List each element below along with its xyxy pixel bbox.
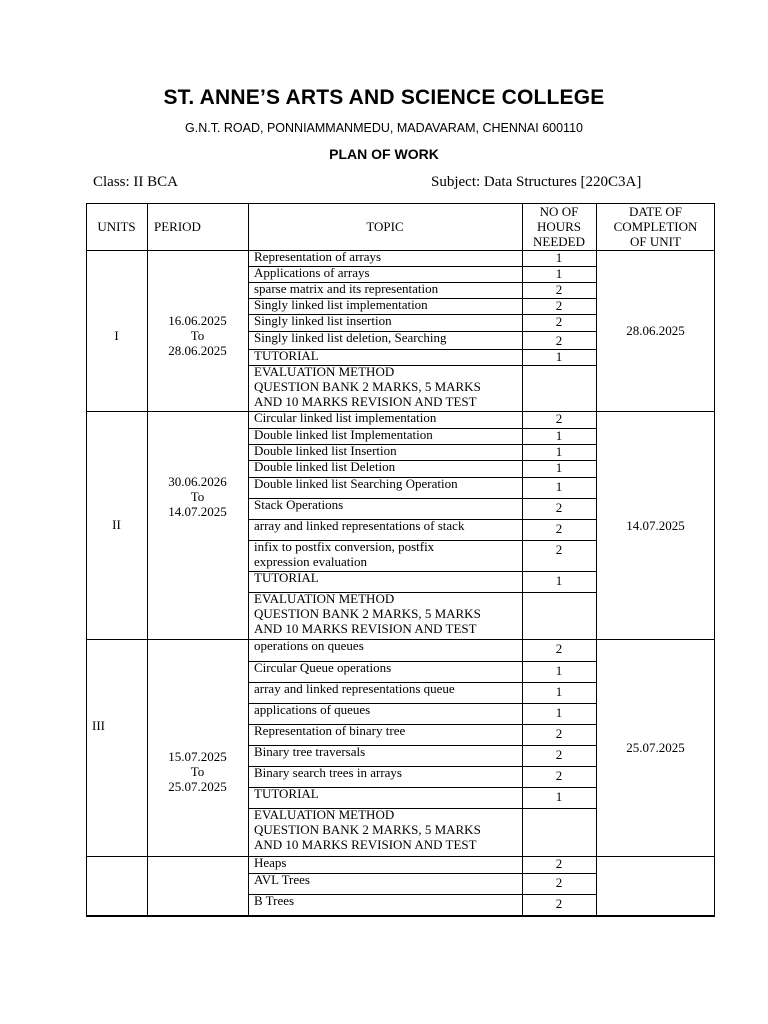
hours-cell: 1 (555, 479, 563, 494)
unit-period-line: 28.06.2025 (168, 343, 227, 358)
topic-cell (248, 744, 522, 765)
topic-cell (248, 497, 522, 518)
hours-cell: 2 (555, 282, 563, 297)
topic-cell-line: AND 10 MARKS REVISION AND TEST (254, 621, 477, 636)
hours-cell: 2 (555, 875, 563, 890)
hours-cell: 1 (555, 789, 563, 804)
document-title: PLAN OF WORK (329, 146, 439, 162)
topic-cell (248, 249, 522, 265)
header-date (596, 203, 715, 250)
hours-cell: 2 (555, 856, 563, 871)
topic-cell (248, 872, 522, 893)
hours-cell: 1 (555, 428, 563, 443)
topic-cell (248, 313, 522, 330)
hours-cell: 2 (555, 768, 563, 783)
topic-cell-line: AND 10 MARKS REVISION AND TEST (254, 837, 477, 852)
unit-period-line: 15.07.2025 (168, 749, 227, 764)
hours-cell: 1 (555, 266, 563, 281)
topic-cell-line: sparse matrix and its representation (254, 281, 439, 296)
hours-cell: 2 (555, 333, 563, 348)
plan-of-work-table (86, 203, 715, 916)
hours-cell: 1 (555, 460, 563, 475)
header-topic: TOPIC (366, 219, 404, 234)
topic-cell-line: TUTORIAL (254, 348, 319, 363)
header-hours-line: HOURS (536, 219, 582, 234)
topic-cell-line: EVALUATION METHOD (254, 807, 395, 822)
header-date-line: DATE OF (628, 204, 683, 219)
hours-cell: 2 (555, 411, 563, 426)
header-units: UNITS (97, 219, 136, 234)
column-rule (714, 203, 715, 916)
topic-cell (248, 786, 522, 807)
topic-cell (248, 893, 522, 915)
topic-cell (248, 681, 522, 702)
topic-cell-line: Double linked list Deletion (254, 459, 396, 474)
topic-cell-line: AND 10 MARKS REVISION AND TEST (254, 394, 477, 409)
header-hours-line: NO OF (539, 204, 579, 219)
topic-cell (248, 297, 522, 313)
topic-cell-line: AVL Trees (254, 872, 310, 887)
topic-cell-line: QUESTION BANK 2 MARKS, 5 MARKS (254, 379, 481, 394)
topic-cell-line: Double linked list Implementation (254, 427, 433, 442)
unit-number: II (112, 516, 121, 532)
topic-cell-line: array and linked representations of stack (254, 518, 465, 533)
hours-cell: 2 (555, 747, 563, 762)
topic-cell-line: Singly linked list insertion (254, 313, 392, 328)
topic-cell (248, 330, 522, 348)
hours-cell: 1 (555, 444, 563, 459)
topic-cell-line: B Trees (254, 893, 295, 908)
unit-period-line: 16.06.2025 (168, 313, 227, 328)
hours-cell: 1 (555, 663, 563, 678)
topic-cell-line: infix to postfix conversion, postfix (254, 539, 435, 554)
topic-cell-line: QUESTION BANK 2 MARKS, 5 MARKS (254, 822, 481, 837)
topic-cell (248, 807, 522, 855)
topic-cell-line: Stack Operations (254, 497, 344, 512)
unit-period-line: To (190, 764, 205, 779)
column-rule (596, 203, 597, 916)
topic-cell-line: Circular Queue operations (254, 660, 392, 675)
header-hours-line: NEEDED (533, 234, 585, 249)
hours-cell: 2 (555, 521, 563, 536)
unit-period (147, 749, 248, 794)
column-rule (147, 203, 148, 916)
hours-cell: 1 (555, 250, 563, 265)
topic-cell (248, 348, 522, 364)
hours-cell: 2 (555, 726, 563, 741)
unit-period-line: To (190, 328, 205, 343)
class-label: Class: II BCA (93, 174, 179, 190)
topic-cell-line: Double linked list Insertion (254, 443, 397, 458)
topic-cell-line: TUTORIAL (254, 570, 319, 585)
topic-cell-line: expression evaluation (254, 554, 367, 569)
topic-cell (248, 723, 522, 744)
topic-cell-line: Binary search trees in arrays (254, 765, 402, 780)
unit-period (147, 313, 248, 358)
hours-cell: 2 (555, 500, 563, 515)
topic-cell-line: Circular linked list implementation (254, 410, 437, 425)
topic-cell-line: array and linked representations queue (254, 681, 455, 696)
topic-cell (248, 443, 522, 459)
hours-cell: 2 (555, 314, 563, 329)
unit-period-line: 14.07.2025 (168, 504, 227, 519)
hours-cell: 2 (555, 542, 563, 557)
hours-cell: 2 (555, 896, 563, 911)
topic-cell-line: Double linked list Searching Operation (254, 476, 458, 491)
topic-cell-line: Heaps (254, 855, 287, 870)
unit-rule (86, 916, 715, 917)
topic-cell-line: Representation of binary tree (254, 723, 406, 738)
topic-cell (248, 539, 522, 570)
topic-cell (248, 281, 522, 297)
unit-number: III (92, 717, 105, 733)
hours-cell: 2 (555, 298, 563, 313)
topic-cell-line: Singly linked list deletion, Searching (254, 330, 447, 345)
hours-cell: 1 (555, 705, 563, 720)
topic-cell (248, 638, 522, 660)
topic-cell (248, 570, 522, 591)
unit-number: I (114, 327, 119, 343)
unit-completion-date: 28.06.2025 (626, 323, 685, 338)
topic-cell (248, 518, 522, 539)
header-period: PERIOD (154, 219, 201, 234)
topic-cell (248, 427, 522, 443)
subject-label: Subject: Data Structures [220C3A] (431, 174, 642, 190)
topic-cell (248, 476, 522, 497)
unit-period-line: To (190, 489, 205, 504)
topic-cell (248, 410, 522, 427)
hours-cell: 1 (555, 349, 563, 364)
topic-cell-line: EVALUATION METHOD (254, 364, 395, 379)
topic-cell-line: Applications of arrays (254, 265, 370, 280)
hours-cell: 1 (555, 573, 563, 588)
unit-period-line: 30.06.2026 (168, 474, 227, 489)
college-address: G.N.T. ROAD, PONNIAMMANMEDU, MADAVARAM, CHENNAI 600110 (185, 121, 583, 135)
hours-cell: 2 (555, 641, 563, 656)
topic-cell-line: TUTORIAL (254, 786, 319, 801)
topic-cell (248, 855, 522, 872)
header-hours (522, 203, 596, 250)
topic-cell-line: Representation of arrays (254, 249, 382, 264)
topic-cell (248, 265, 522, 281)
topic-cell-line: applications of queues (254, 702, 371, 717)
header-date-line: COMPLETION (613, 219, 698, 234)
column-rule (86, 203, 87, 916)
unit-completion-date: 25.07.2025 (626, 740, 685, 755)
unit-period-line: 25.07.2025 (168, 779, 227, 794)
topic-cell (248, 660, 522, 681)
topic-cell (248, 765, 522, 786)
topic-cell-line: operations on queues (254, 638, 364, 653)
topic-cell-line: Binary tree traversals (254, 744, 366, 759)
unit-completion-date: 14.07.2025 (626, 517, 685, 533)
topic-cell (248, 702, 522, 723)
topic-cell-line: QUESTION BANK 2 MARKS, 5 MARKS (254, 606, 481, 621)
header-date-line: OF UNIT (630, 234, 681, 249)
hours-cell: 1 (555, 684, 563, 699)
topic-cell (248, 364, 522, 410)
unit-period (147, 474, 248, 519)
topic-cell-line: Singly linked list implementation (254, 297, 428, 312)
topic-cell-line: EVALUATION METHOD (254, 591, 395, 606)
college-name: ST. ANNE’S ARTS AND SCIENCE COLLEGE (163, 86, 605, 109)
topic-cell (248, 459, 522, 476)
topic-cell (248, 591, 522, 638)
